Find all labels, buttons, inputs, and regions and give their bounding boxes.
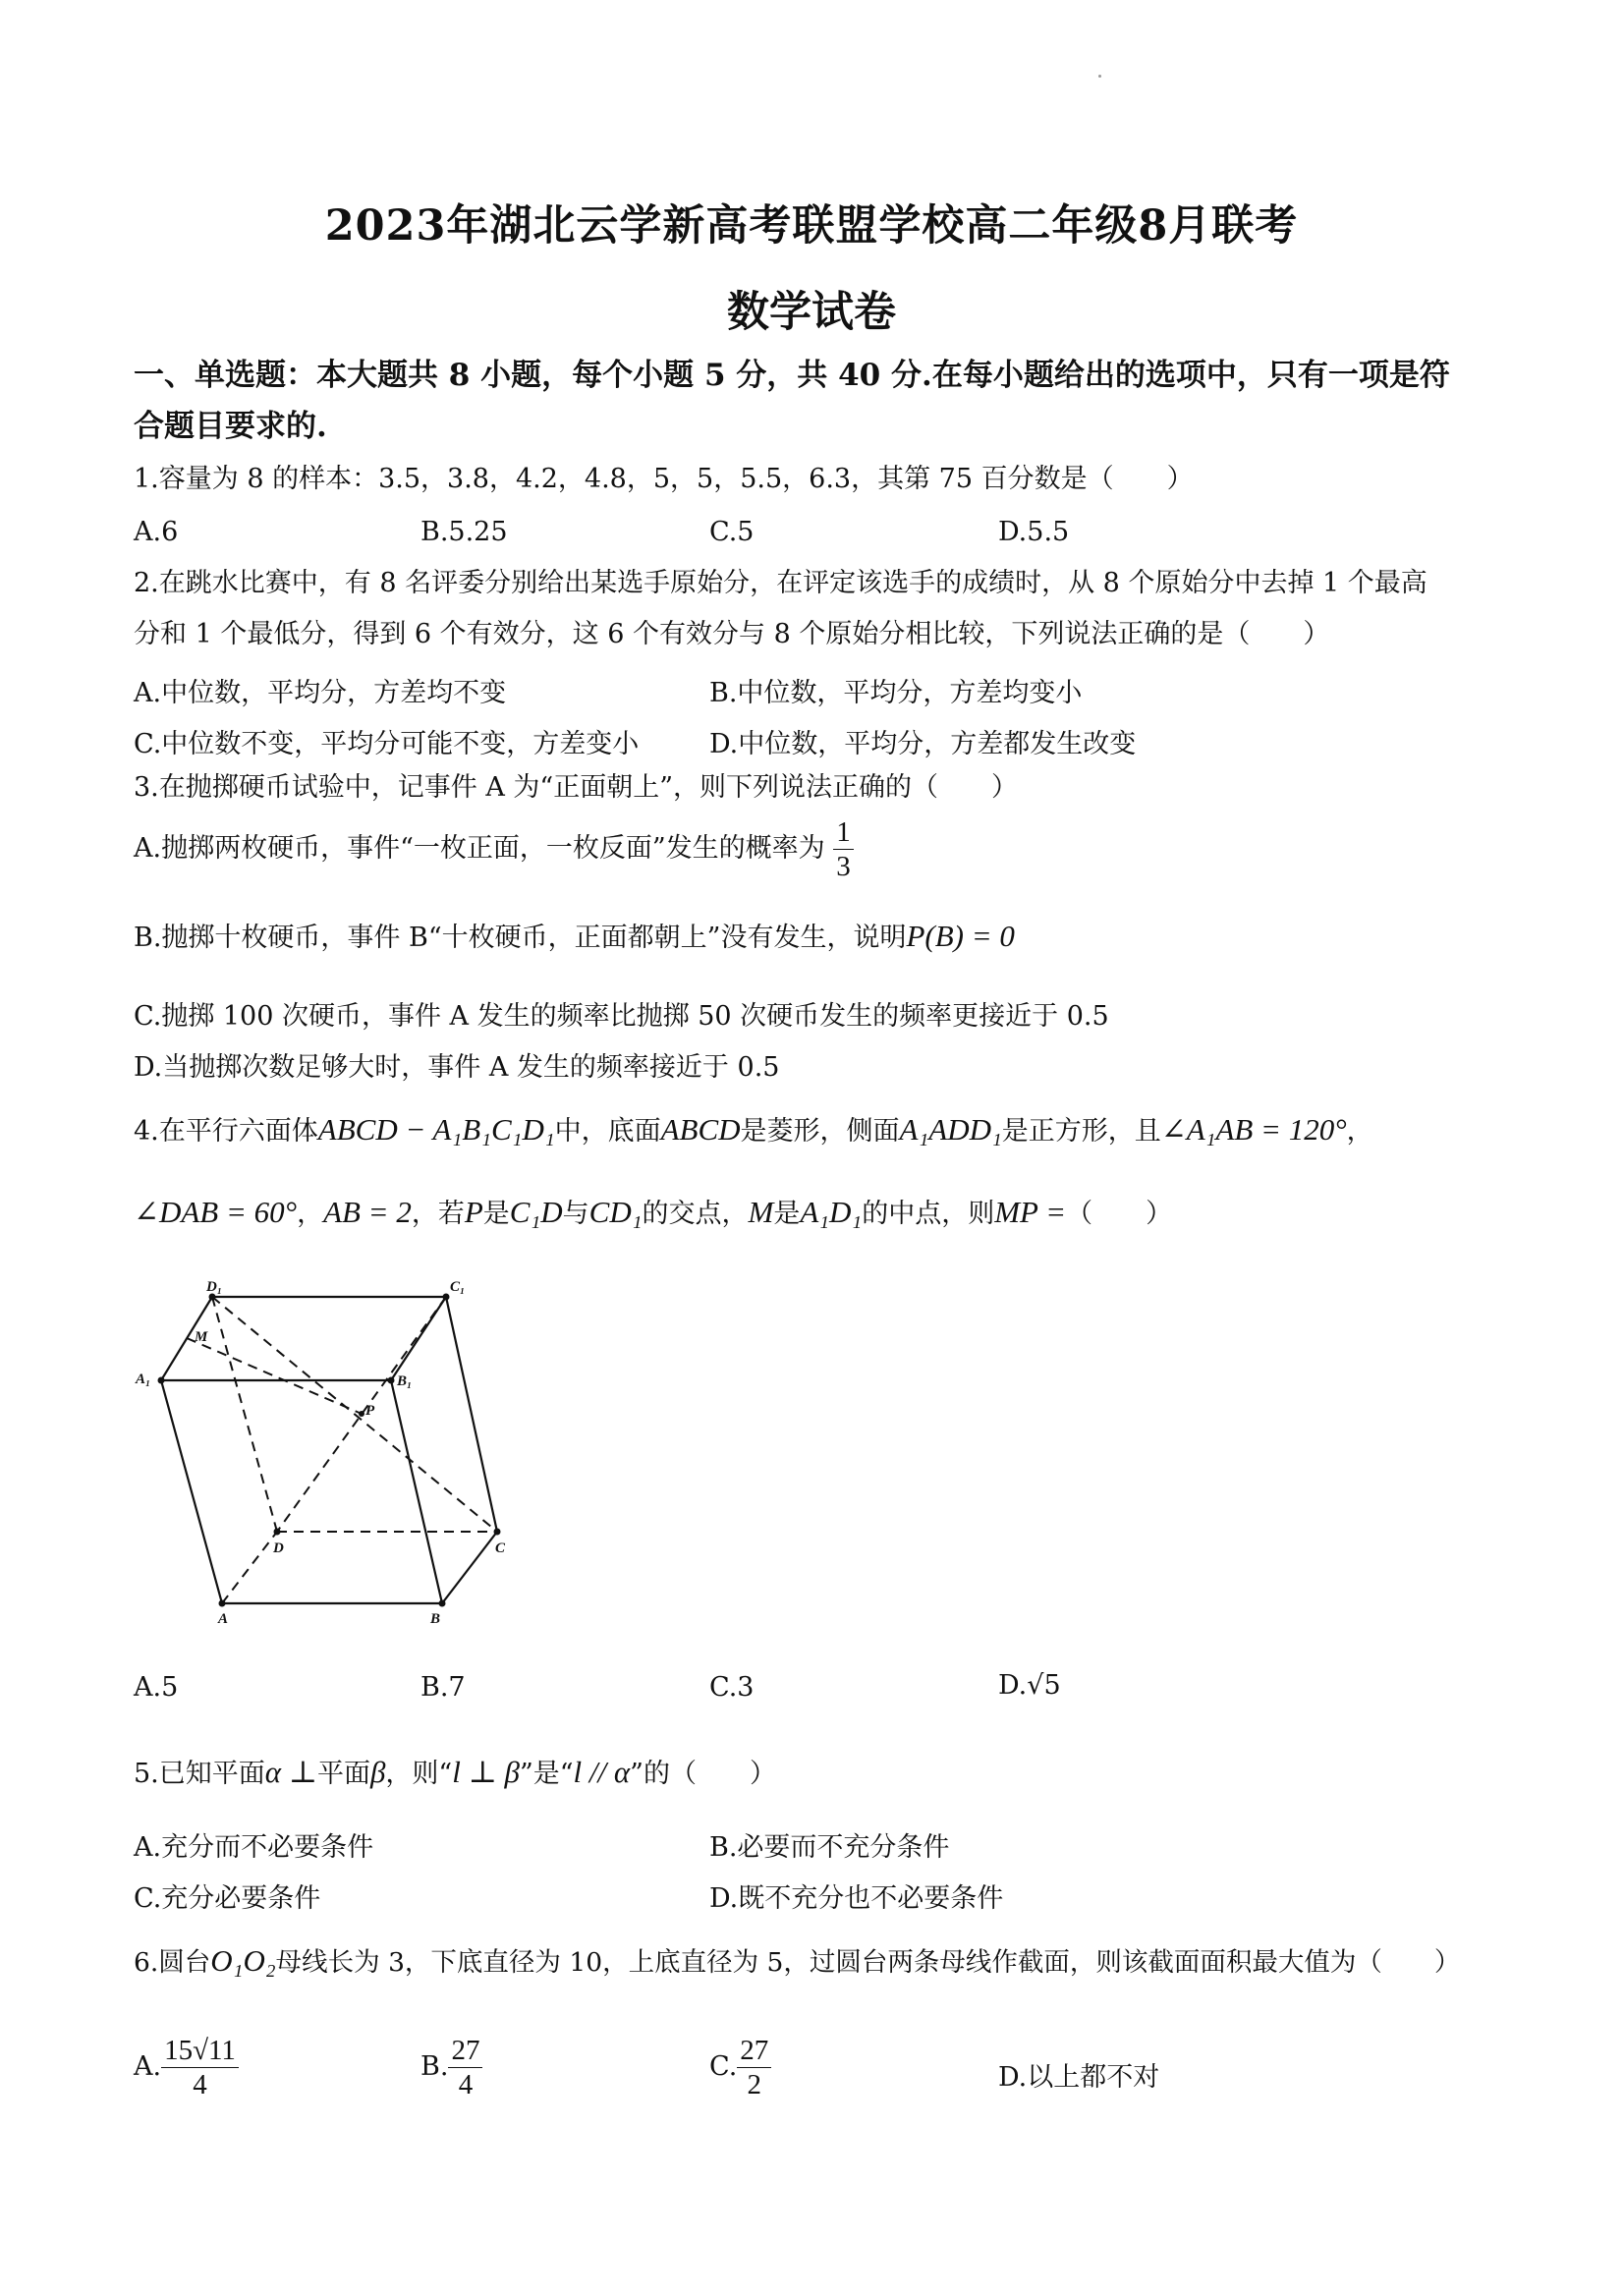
q4-math: ∠DAB = 60° <box>134 1195 298 1229</box>
q5-option-a: A.充分而不必要条件 <box>134 1832 374 1863</box>
question-1-stem: 1.容量为 8 的样本：3.5，3.8，4.2，4.8，5，5，5.5，6.3，其第 75 百分数是（ ） <box>134 464 1194 494</box>
q6-option-b-prefix: B. <box>420 2051 449 2082</box>
q5-math: β <box>369 1755 386 1789</box>
label-p: P <box>365 1403 375 1419</box>
q6-option-a-fraction <box>161 2034 239 2101</box>
q6-option-c <box>709 2034 771 2101</box>
label-b1: B₁ <box>397 1373 413 1389</box>
q3-option-a-text: A.抛掷两枚硬币，事件“一枚正面，一枚反面”发生的概率为 <box>134 833 825 864</box>
q3-option-c: C.抛掷 100 次硬币，事件 A 发生的频率比抛掷 50 次硬币发生的频率更接近于 0.5 <box>134 1001 1109 1032</box>
section-heading-line1: 一、单选题：本大题共 8 小题，每个小题 5 分，共 40 分.在每小题给出的选项中，只有一项是符 <box>134 358 1450 393</box>
question-3-stem: 3.在抛掷硬币试验中，记事件 A 为“正面朝上”，则下列说法正确的（ ） <box>134 772 1019 803</box>
q3-option-a-fraction <box>833 815 854 883</box>
q4-math: M <box>748 1195 774 1229</box>
question-6-stem <box>134 1935 1529 1988</box>
q4-math: P <box>464 1195 483 1229</box>
question-2-stem-line2: 分和 1 个最低分，得到 6 个有效分，这 6 个有效分与 8 个原始分相比较，下列说法正确的是（ ） <box>134 619 1330 649</box>
q4-text: 4.在平行六面体 <box>134 1116 318 1147</box>
q4-text: ，若 <box>411 1199 465 1229</box>
question-5-stem <box>134 1747 1509 1800</box>
q6-option-c-fraction <box>737 2034 771 2101</box>
question-4-stem-line2 <box>134 1187 1509 1240</box>
question-2-stem-line1: 2.在跳水比赛中，有 8 名评委分别给出某选手原始分，在评定该选手的成绩时，从 8 个原始分中去掉 1 个最高 <box>134 568 1427 598</box>
q2-option-b: B.中位数，平均分，方差均变小 <box>709 678 1083 708</box>
label-m: M <box>195 1329 208 1345</box>
q3-option-d: D.当抛掷次数足够大时，事件 A 发生的频率接近于 0.5 <box>134 1052 780 1083</box>
q5-text: 5.已知平面 <box>134 1759 265 1789</box>
q4-text: 是菱形，侧面 <box>740 1116 900 1147</box>
q1-option-d: D.5.5 <box>998 517 1070 547</box>
q3-option-b-text: B.抛掷十枚硬币，事件 B“十枚硬币，正面都朝上”没有发生，说明 <box>134 923 907 953</box>
q6-option-a-prefix: A. <box>134 2051 162 2082</box>
q4-text: （ ） <box>1066 1199 1173 1229</box>
q1-option-b: B.5.25 <box>420 517 508 547</box>
fraction-denominator: 4 <box>458 2069 474 2100</box>
q6-option-a <box>134 2034 239 2101</box>
q4-text: 的中点，则 <box>862 1199 995 1229</box>
q5-text: ”的（ ） <box>630 1759 776 1789</box>
exam-subtitle: 数学试卷 <box>727 288 896 337</box>
q4-text: 是 <box>482 1199 510 1229</box>
q4-math: A₁D₁ <box>800 1195 863 1229</box>
q6-text: 6.圆台 <box>134 1947 211 1978</box>
exam-title: 2023年湖北云学新高考联盟学校高二年级8月联考 <box>324 201 1299 251</box>
q4-option-a: A.5 <box>134 1672 179 1703</box>
q5-math: α ⊥ <box>264 1755 317 1789</box>
q5-math: l ⊥ β <box>452 1755 520 1789</box>
q6-option-b-fraction <box>448 2034 482 2101</box>
q6-option-b <box>420 2034 482 2101</box>
q3-option-b <box>134 916 1015 954</box>
q4-text: 是正方形，且 <box>1001 1116 1161 1147</box>
q6-option-c-prefix: C. <box>709 2051 738 2082</box>
q3-option-a <box>134 815 854 883</box>
q4-text: 与 <box>562 1199 589 1229</box>
label-a1: A₁ <box>136 1372 151 1387</box>
page-dot <box>1098 75 1101 78</box>
question-4-stem-line1 <box>134 1104 1509 1157</box>
label-c1: C₁ <box>450 1279 466 1295</box>
q4-option-d: D.√5 <box>998 1670 1061 1701</box>
q4-option-b: B.7 <box>420 1672 466 1703</box>
label-d: D <box>273 1540 284 1556</box>
q2-option-a: A.中位数，平均分，方差均不变 <box>134 678 507 708</box>
q3-option-b-math: P(B) = 0 <box>906 919 1015 953</box>
fraction-denominator: 2 <box>747 2069 762 2100</box>
q4-math: CD₁ <box>588 1195 643 1229</box>
q4-text: ， <box>297 1199 324 1229</box>
q5-option-b: B.必要而不充分条件 <box>709 1832 950 1863</box>
q4-math: ABCD <box>660 1112 741 1147</box>
parallelepiped-figure <box>134 1277 527 1631</box>
q5-text: ，则“ <box>385 1759 453 1789</box>
q4-math: MP = <box>994 1195 1067 1229</box>
q5-option-c: C.充分必要条件 <box>134 1883 321 1914</box>
q4-math: A₁ADD₁ <box>899 1112 1002 1147</box>
fraction-numerator: 27 <box>737 2034 771 2068</box>
fraction-numerator: 27 <box>448 2034 482 2068</box>
fraction-denominator: 4 <box>193 2069 207 2100</box>
label-a: A <box>218 1611 229 1627</box>
label-b: B <box>430 1611 441 1627</box>
q5-math: l // α <box>573 1755 631 1789</box>
fraction-numerator: 1 <box>833 815 854 850</box>
q5-text: ”是“ <box>519 1759 574 1789</box>
figure-solid-edges <box>161 1297 497 1603</box>
q6-text: 母线长为 3，下底直径为 10，上底直径为 5，过圆台两条母线作截面，则该截面面积最大值为（ ） <box>275 1947 1461 1978</box>
q4-math: C₁D <box>509 1195 563 1229</box>
q4-math: ∠A₁AB = 120° <box>1160 1112 1347 1147</box>
q4-math: AB = 2 <box>323 1195 412 1229</box>
q4-text: 是 <box>773 1199 801 1229</box>
q4-text: 的交点， <box>642 1199 749 1229</box>
fraction-numerator: 15√11 <box>161 2034 239 2068</box>
label-c: C <box>495 1540 506 1556</box>
q6-math: O₁O₂ <box>210 1943 276 1978</box>
q1-option-a: A.6 <box>134 517 179 547</box>
fraction-denominator: 3 <box>836 851 851 882</box>
label-d1: D₁ <box>206 1279 223 1295</box>
q4-math: ABCD − A₁B₁C₁D₁ <box>317 1112 555 1147</box>
q1-option-c: C.5 <box>709 517 755 547</box>
q4-text: 中，底面 <box>554 1116 661 1147</box>
figure-hidden-edges <box>187 1297 497 1603</box>
section-heading <box>134 350 1509 452</box>
q2-option-d: D.中位数，平均分，方差都发生改变 <box>709 729 1137 759</box>
q6-option-d: D.以上都不对 <box>998 2062 1160 2093</box>
q4-text: ， <box>1346 1116 1373 1147</box>
q5-option-d: D.既不充分也不必要条件 <box>709 1883 1004 1914</box>
q2-option-c: C.中位数不变，平均分可能不变，方差变小 <box>134 729 640 759</box>
section-heading-line2: 合题目要求的. <box>134 409 327 444</box>
q4-option-c: C.3 <box>709 1672 755 1703</box>
q5-text: 平面 <box>316 1759 370 1789</box>
